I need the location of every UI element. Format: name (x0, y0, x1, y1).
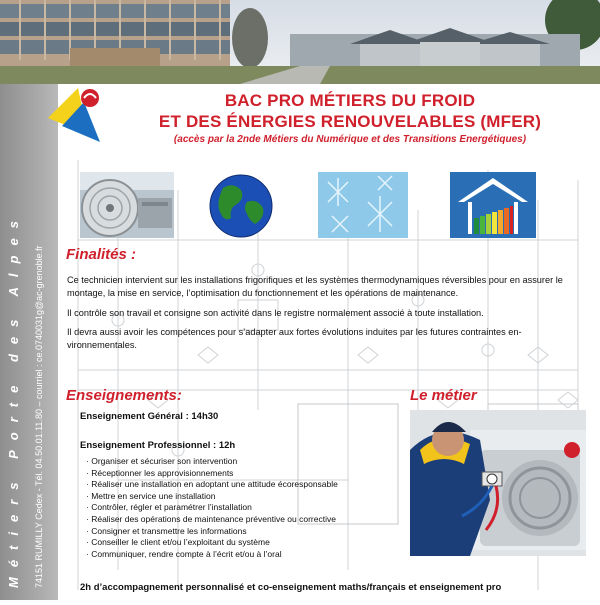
house-energy-icon (450, 172, 536, 238)
school-name: Métiers Porte des Alpes (6, 211, 21, 588)
title-line-1: BAC PRO MÉTIERS DU FROID (224, 91, 476, 110)
fan-photo (80, 172, 174, 238)
enseignement-professionnel: Enseignement Professionnel : 12h (80, 440, 236, 451)
subtitle (110, 134, 590, 145)
enseignements-heading: Enseignements: (66, 387, 182, 404)
list-item: · Organiser et sécuriser son intervention (86, 456, 338, 468)
accompaniment-line: 2h d’accompagnement personnalisé et co-enseignement maths/français et enseignement pro (80, 582, 502, 593)
enseignement-general: Enseignement Général : 14h30 (80, 411, 219, 422)
finalites-paragraph-1: Ce technicien intervient sur les installations frigorifiques et les systèmes thermodynamiques réversibles pour en assurer le montage, la mise en service, l’optimisation du fonctionnement et les opérations de maintenance. (67, 275, 563, 298)
school-logo (44, 82, 114, 146)
header-photo (0, 0, 600, 84)
list-item: · Réaliser des opérations de maintenance préventive ou corrective (86, 514, 338, 526)
subtitle-prefix: (accès par la 2nde (173, 134, 264, 145)
finalites-paragraph-3: Il devra aussi avoir les compétences pour s’adapter aux fortes évolutions induites par les futures contraintes en-vironnementales. (67, 327, 522, 350)
finalites-paragraph-2: Il contrôle son travail et consigne son activité dans le registre normalement associé à toute installation. (67, 308, 484, 318)
list-item: · Consigner et transmettre les informations (86, 526, 338, 538)
finalites-heading: Finalités : (66, 246, 137, 263)
school-address: 74151 RUMILLY Cedex - Tél. 04.50.01.11.80 – courriel : ce.0740031g@ac-grenoble.fr (34, 245, 44, 588)
list-item: · Mettre en service une installation (86, 491, 338, 503)
professional-skills-list (86, 456, 338, 560)
list-item: · Conseiller le client et/ou l’exploitant du système (86, 537, 338, 549)
metier-heading: Le métier (410, 387, 477, 404)
page-title (110, 90, 590, 132)
subtitle-emphasis: Métiers du Numérique et des Transitions Energétiques) (263, 134, 527, 145)
title-line-2: ET DES ÉNERGIES RENOUVELABLES (MFER) (158, 112, 542, 131)
list-item: · Réaliser une installation en adoptant une attitude écoresponsable (86, 479, 338, 491)
globe-icon (205, 172, 277, 238)
list-item: · Communiquer, rendre compte à l’écrit et/ou à l’oral (86, 549, 338, 561)
side-band (0, 84, 58, 600)
list-item: · Contrôler, régler et paramétrer l’installation (86, 502, 338, 514)
list-item: · Réceptionner les approvisionnements (86, 468, 338, 480)
technician-photo (410, 410, 586, 556)
frost-photo (318, 172, 408, 238)
